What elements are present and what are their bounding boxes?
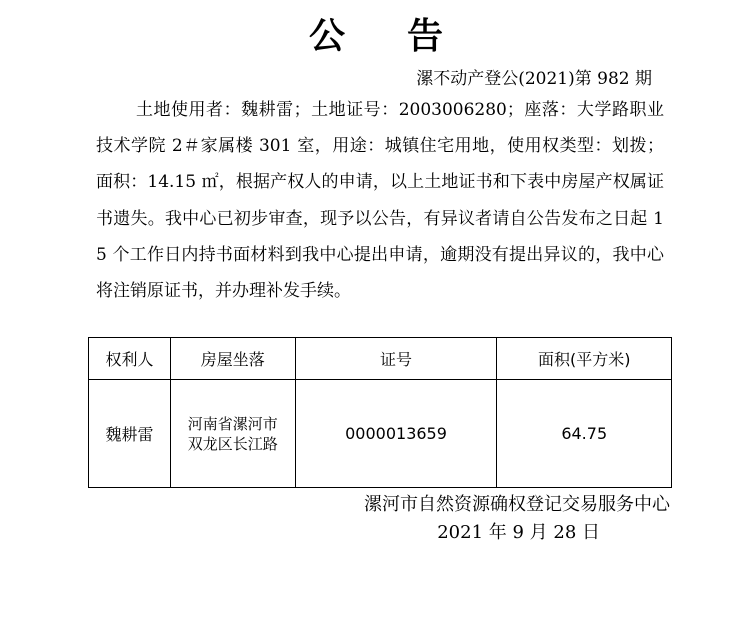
cell-cert-no: 0000013659 bbox=[295, 380, 497, 488]
header-owner: 权利人 bbox=[89, 338, 171, 380]
header-address: 房屋坐落 bbox=[171, 338, 296, 380]
table-header-row bbox=[89, 338, 672, 380]
table-row bbox=[89, 380, 672, 488]
address-line-2: 双龙区长江路 bbox=[187, 434, 278, 453]
cell-address bbox=[171, 380, 296, 488]
issuer-name: 漯河市自然资源确权登记交易服务中心 bbox=[364, 494, 670, 515]
document-number: 漯不动产登公(2021)第 982 期 bbox=[416, 69, 652, 89]
page-title bbox=[0, 8, 752, 59]
header-cert-no: 证号 bbox=[295, 338, 497, 380]
issue-date: 2021 年 9 月 28 日 bbox=[437, 522, 600, 543]
announcement-body: 土地使用者：魏耕雷；土地证号：2003006280；座落：大学路职业技术学院 2＃家属楼 301 室，用途：城镇住宅用地，使用权类型：划拨；面积：14.15 ㎡，根据产权人的申请，以上土地证书和下表中房屋产权属证书遗失。我中心已初步审查，现予以公告，有异议者请自公告发布之日起 15 个工作日内持书面材料到我中心提出申请，逾期没有提出异议的，我中心将注销原证书，并办理补发手续。 bbox=[96, 100, 664, 302]
cell-area: 64.75 bbox=[497, 380, 672, 488]
certificate-table bbox=[88, 337, 672, 488]
title-char-2: 告 bbox=[407, 16, 444, 57]
title-char-1: 公 bbox=[308, 16, 345, 57]
cell-owner: 魏耕雷 bbox=[89, 380, 171, 488]
header-area: 面积(平方米) bbox=[497, 338, 672, 380]
address-line-1: 河南省漯河市 bbox=[187, 414, 278, 433]
